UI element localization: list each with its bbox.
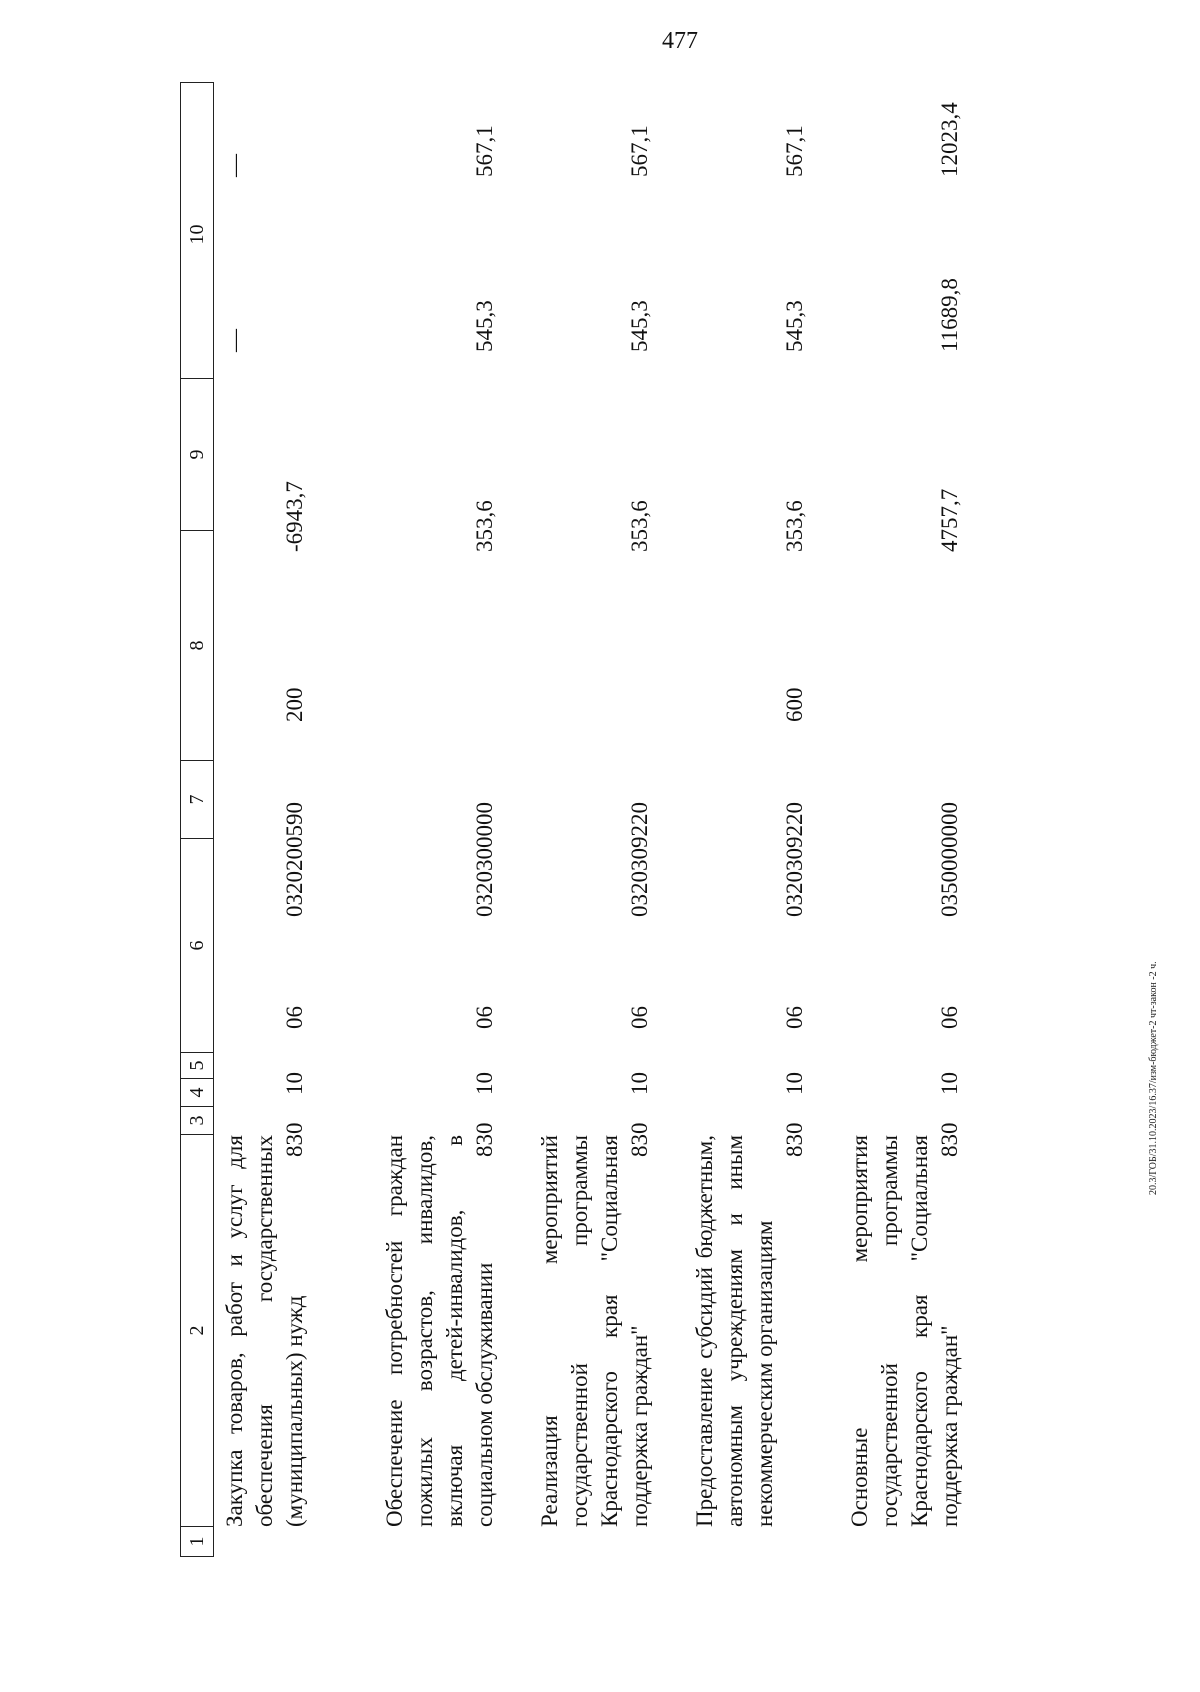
header-col-9: 9 (181, 378, 213, 530)
cell-col-7: 200 (282, 687, 307, 722)
cell-col-8: 353,6 (627, 500, 652, 552)
cell-col-10: 567,1 (472, 125, 497, 177)
header-col-2: 2 (181, 1134, 213, 1526)
header-col-6: 6 (181, 838, 213, 1052)
row-description: Предоставление субсидий бюджетным, автономным учреждениям и иным некоммерческим организациям (692, 1135, 777, 1527)
cell-col-3: 830 (282, 1122, 307, 1157)
cell-col-5: 06 (282, 1006, 307, 1029)
cell-col-4: 10 (282, 1072, 307, 1095)
row-description: Основные мероприятия государственной программы Краснодарского края "Социальная поддержка граждан" (847, 1135, 962, 1527)
cell-col-6: 0320309220 (627, 802, 652, 917)
header-col-8: 8 (181, 530, 213, 760)
cell-col-8: 4757,7 (937, 488, 962, 552)
cell-col-3: 830 (782, 1122, 807, 1157)
table-header-row (180, 82, 214, 1557)
cell-col-7: 600 (782, 687, 807, 722)
cell-col-6: 0320300000 (472, 802, 497, 917)
header-col-7: 7 (181, 760, 213, 838)
header-col-3: 3 (181, 1106, 213, 1134)
row-description: Реализация мероприятий государственной программы Краснодарского края "Социальная поддержка граждан" (537, 1135, 652, 1527)
cell-col-4: 10 (782, 1072, 807, 1095)
cell-col-10: 567,1 (627, 125, 652, 177)
cell-col-10: 12023,4 (937, 102, 962, 177)
cell-col-4: 10 (937, 1072, 962, 1095)
cell-col-8: 353,6 (472, 500, 497, 552)
cell-col-5: 06 (472, 1006, 497, 1029)
cell-col-6: 0320309220 (782, 802, 807, 917)
header-col-1: 1 (181, 1526, 213, 1556)
cell-col-5: 06 (937, 1006, 962, 1029)
header-col-10: 10 (185, 224, 208, 245)
page-number: 477 (662, 28, 698, 54)
cell-col-3: 830 (627, 1122, 652, 1157)
cell-col-9: — (222, 329, 247, 352)
cell-col-3: 830 (937, 1122, 962, 1157)
cell-col-10: 567,1 (782, 125, 807, 177)
header-col-5: 5 (181, 1052, 213, 1078)
footer-document-code: 20.3/ГОБ/31.10.2023/16.37/изм-бюджет-2 чт-закон -2 ч. (1148, 961, 1159, 1195)
header-col-4: 4 (181, 1078, 213, 1106)
cell-col-4: 10 (472, 1072, 497, 1095)
cell-col-10: — (222, 154, 247, 177)
row-description: Обеспечение потребностей граждан пожилых возрастов, инвалидов, включая детей-инвалидов, в социальном обслуживании (382, 1135, 497, 1527)
cell-col-9: 545,3 (472, 300, 497, 352)
cell-col-8: 353,6 (782, 500, 807, 552)
row-description: Закупка товаров, работ и услуг для обеспечения государственных (муниципальных) нужд (222, 1135, 307, 1527)
cell-col-5: 06 (627, 1006, 652, 1029)
budget-table (180, 82, 1080, 1557)
cell-col-6: 0350000000 (937, 802, 962, 917)
cell-col-9: 11689,8 (937, 278, 962, 352)
cell-col-9: 545,3 (782, 300, 807, 352)
cell-col-8: -6943,7 (282, 481, 307, 552)
cell-col-4: 10 (627, 1072, 652, 1095)
cell-col-3: 830 (472, 1122, 497, 1157)
cell-col-9: 545,3 (627, 300, 652, 352)
cell-col-5: 06 (782, 1006, 807, 1029)
cell-col-6: 0320200590 (282, 802, 307, 917)
